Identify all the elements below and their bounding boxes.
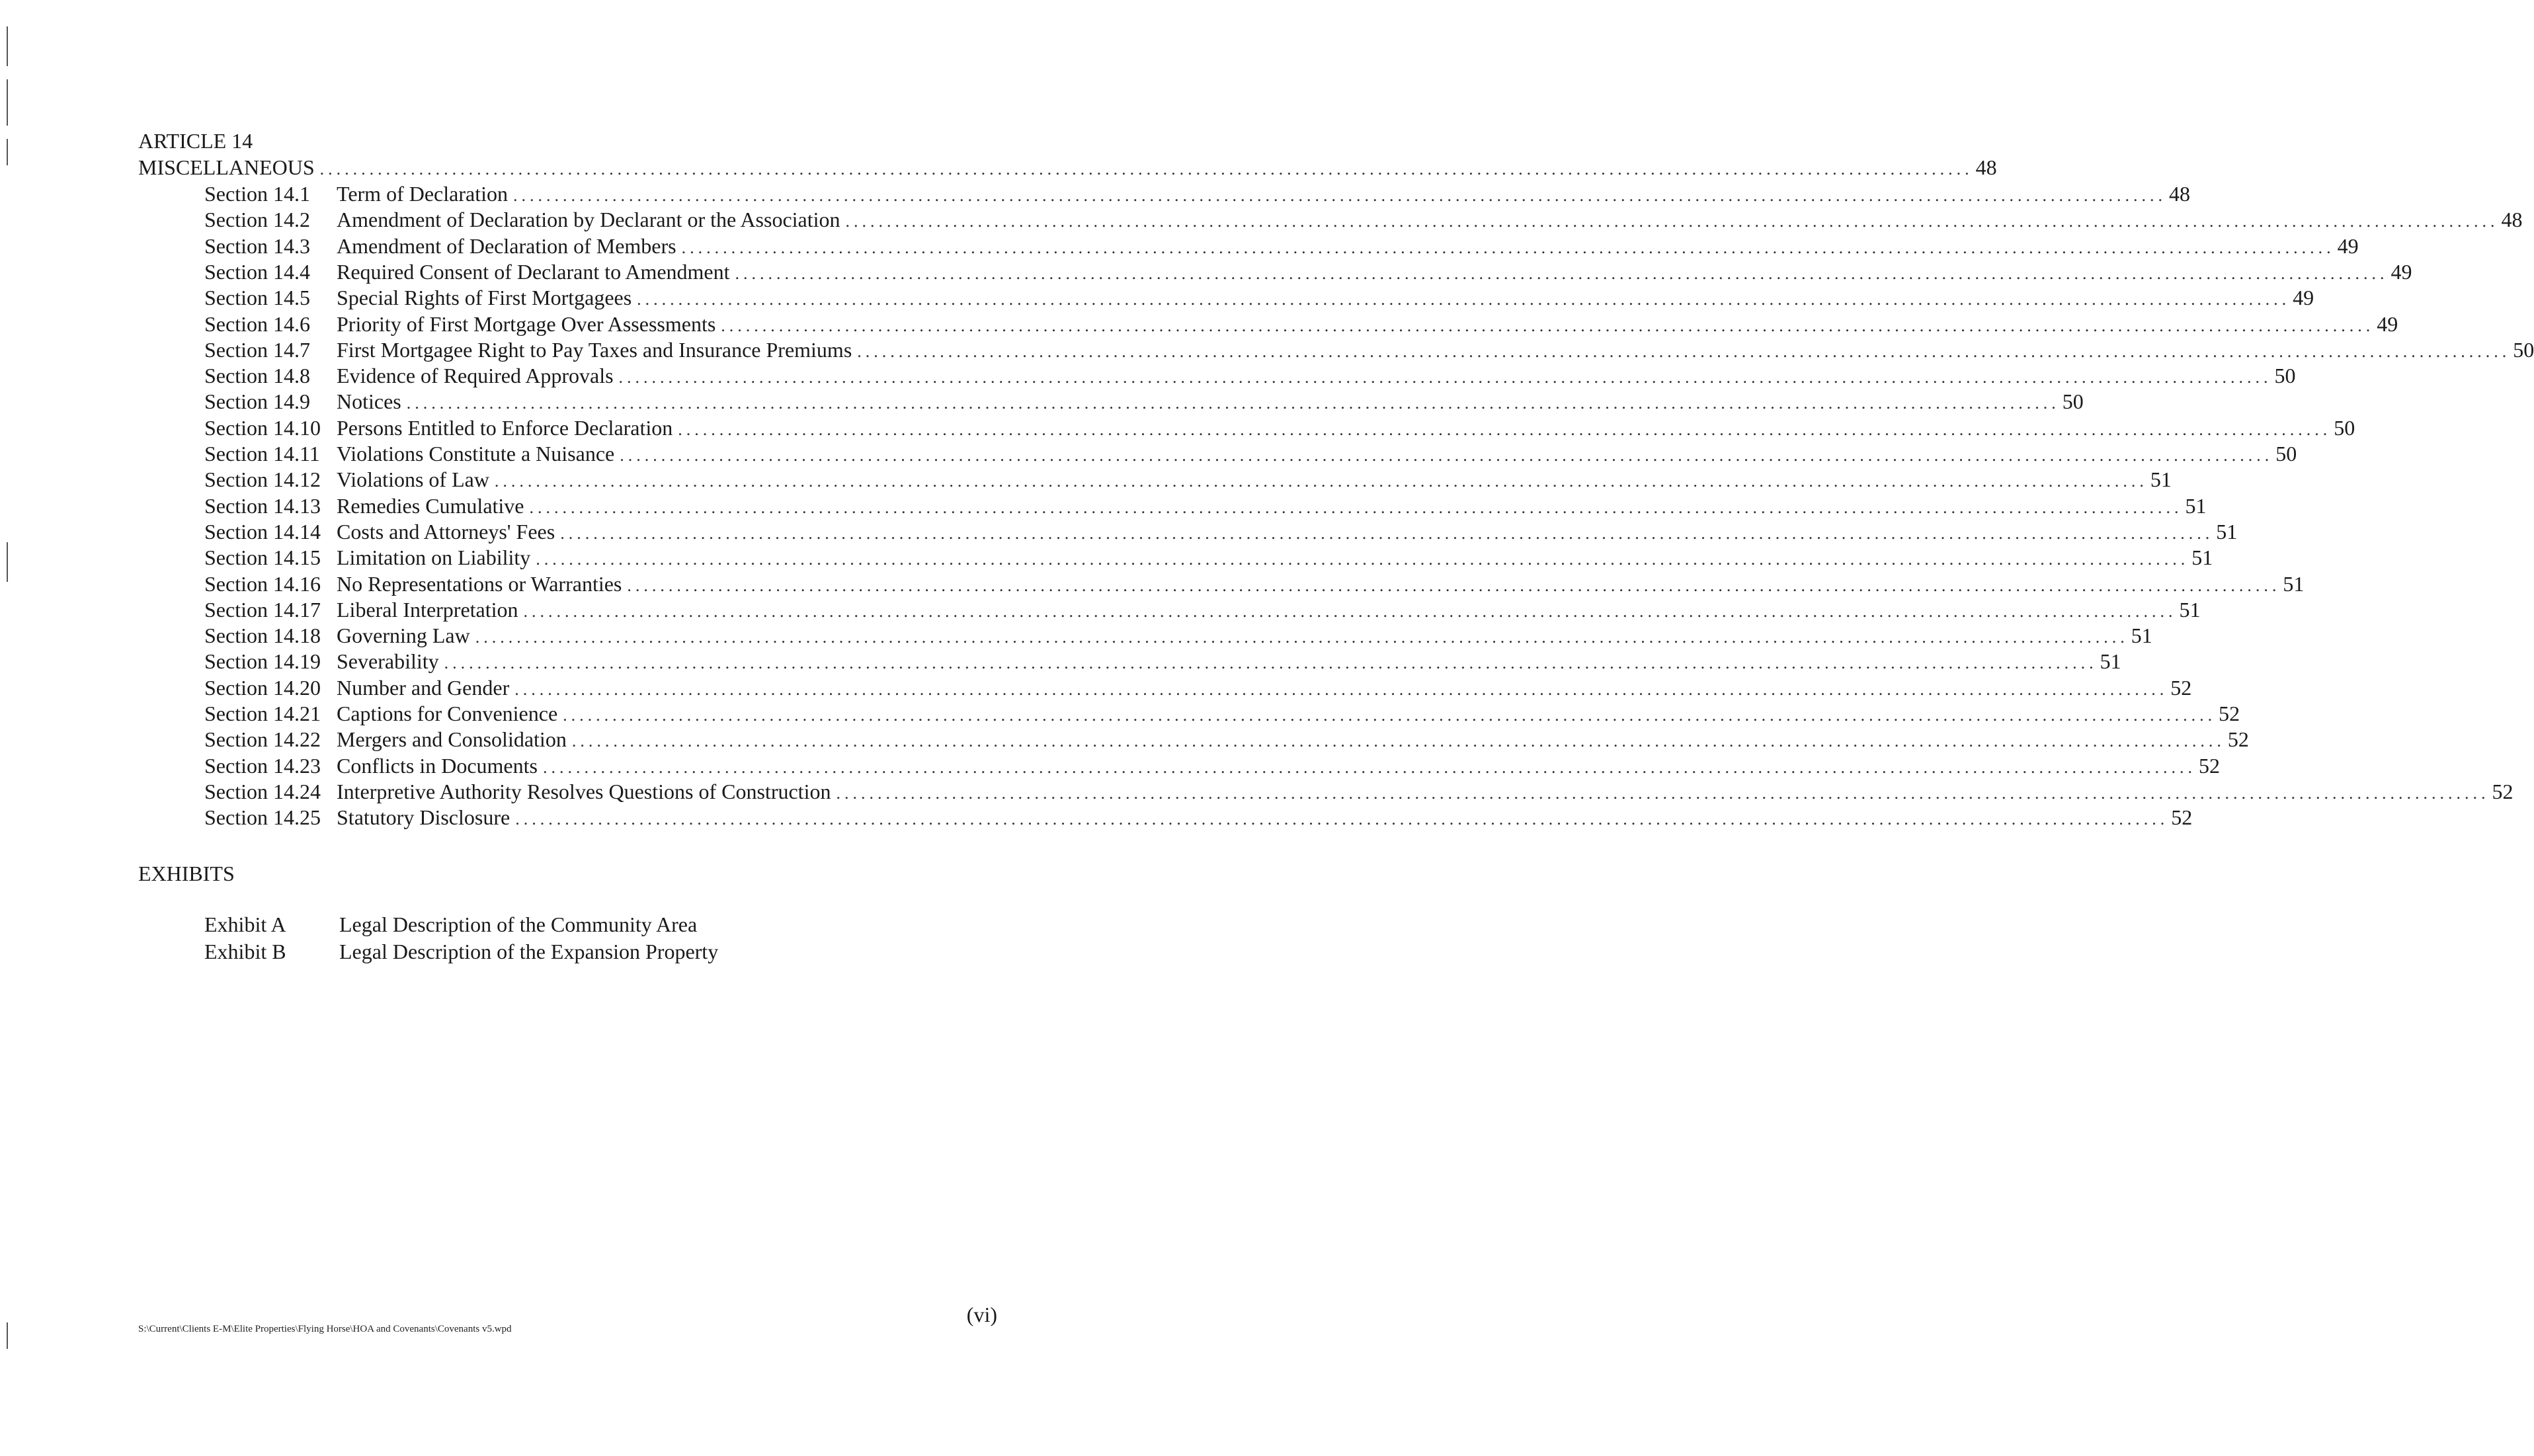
section-title: Notices: [337, 389, 401, 414]
toc-section-row: [204, 778, 2514, 807]
dot-leader: ........................................................................................................................................................................................................: [845, 212, 2499, 231]
exhibit-title: Legal Description of the Community Area: [339, 912, 698, 936]
dot-leader: ........................................................................................................................................................................................................: [515, 809, 2169, 829]
toc-section-row: [204, 259, 2412, 287]
dot-leader: ........................................................................................................................................................................................................: [857, 341, 2511, 361]
section-title: Interpretive Authority Resolves Questions of Construction: [337, 779, 831, 803]
section-number: Section 14.22: [204, 727, 321, 752]
toc-section-row: [204, 596, 2201, 625]
toc-section-row: [204, 804, 2193, 832]
section-number: Section 14.11: [204, 442, 320, 465]
section-title: Limitation on Liability: [337, 546, 531, 570]
dot-leader: ........................................................................................................................................................................................................: [721, 315, 2375, 335]
toc-section-row: [204, 648, 2121, 676]
section-title: Governing Law: [337, 624, 470, 648]
section-title: Statutory Disclosure: [337, 805, 511, 830]
section-title: First Mortgagee Right to Pay Taxes and Insurance Premiums: [337, 337, 852, 362]
dot-leader: ........................................................................................................................................................................................................: [681, 237, 2335, 257]
toc-section-row: [204, 544, 2213, 573]
exhibit-label: Exhibit B: [204, 940, 286, 963]
scan-artifact: [7, 1322, 8, 1349]
section-number: Section 14.25: [204, 805, 321, 830]
dot-leader: ........................................................................................................................................................................................................: [560, 523, 2214, 543]
toc-section-row: [204, 284, 2314, 313]
toc-section-row: [204, 206, 2523, 235]
section-page-number: 51: [2283, 571, 2305, 596]
dot-leader: ........................................................................................................................................................................................................: [571, 731, 2225, 751]
exhibits-heading: EXHIBITS: [138, 862, 235, 885]
section-number: Section 14.6: [204, 311, 310, 336]
section-page-number: 48: [2168, 182, 2190, 206]
toc-section-row: [204, 571, 2305, 599]
section-title: Special Rights of First Mortgagees: [337, 286, 632, 310]
section-page-number: 51: [2185, 493, 2207, 518]
article-page-number: 48: [1975, 155, 1997, 179]
section-page-number: 51: [2216, 519, 2238, 544]
section-number: Section 14.7: [204, 337, 310, 362]
dot-leader: ........................................................................................................................................................................................................: [406, 393, 2060, 413]
section-number: Section 14.16: [204, 571, 321, 596]
article-title: MISCELLANEOUS: [138, 155, 315, 179]
section-page-number: 48: [2501, 208, 2523, 232]
toc-section-row: [204, 311, 2398, 339]
section-title: No Representations or Warranties: [337, 571, 622, 596]
section-page-number: 50: [2274, 364, 2296, 388]
dot-leader: ........................................................................................................................................................................................................: [836, 783, 2490, 803]
dot-leader: ........................................................................................................................................................................................................: [523, 601, 2177, 621]
section-page-number: 52: [2170, 675, 2192, 700]
exhibit-label: Exhibit A: [204, 912, 286, 936]
section-number: Section 14.21: [204, 702, 321, 725]
section-title: Amendment of Declaration by Declarant or the Association: [337, 208, 840, 232]
section-number: Section 14.24: [204, 779, 321, 803]
dot-leader: ........................................................................................................................................................................................................: [514, 679, 2168, 699]
toc-section-row: [204, 440, 2297, 469]
dot-leader: ........................................................................................................................................................................................................: [475, 627, 2129, 647]
toc-section-row: [204, 388, 2084, 417]
section-number: Section 14.13: [204, 493, 321, 518]
article-label: ARTICLE 14: [138, 129, 253, 153]
dot-leader: ........................................................................................................................................................................................................: [735, 263, 2389, 283]
section-page-number: 49: [2293, 286, 2314, 310]
section-page-number: 52: [2198, 753, 2220, 778]
scan-artifact: [7, 26, 8, 66]
section-page-number: 52: [2171, 805, 2193, 830]
dot-leader: ........................................................................................................................................................................................................: [620, 446, 2273, 465]
section-title: Term of Declaration: [337, 182, 508, 206]
section-number: Section 14.3: [204, 233, 310, 258]
dot-leader: ........................................................................................................................................................................................................: [444, 653, 2098, 673]
toc-section-row: [204, 493, 2207, 521]
section-title: Amendment of Declaration of Members: [337, 233, 676, 258]
section-page-number: 50: [2275, 442, 2297, 465]
section-number: Section 14.12: [204, 467, 321, 492]
toc-section-row: [204, 233, 2359, 261]
page-number: (vi): [966, 1303, 997, 1326]
section-title: Costs and Attorneys' Fees: [337, 519, 555, 544]
toc-section-row: [204, 752, 2220, 781]
toc-section-row: [204, 181, 2190, 209]
section-page-number: 51: [2100, 649, 2121, 674]
dot-leader: ........................................................................................................................................................................................................: [637, 290, 2291, 309]
section-title: Remedies Cumulative: [337, 493, 524, 518]
section-title: Mergers and Consolidation: [337, 727, 567, 752]
toc-section-row: [204, 337, 2534, 365]
section-page-number: 52: [2227, 727, 2249, 752]
toc-section-row: [204, 674, 2192, 703]
section-title: Required Consent of Declarant to Amendment: [337, 259, 730, 284]
dot-leader: ........................................................................................................................................................................................................: [494, 471, 2148, 491]
section-number: Section 14.1: [204, 182, 310, 206]
dot-leader: ........................................................................................................................................................................................................: [542, 757, 2196, 777]
section-title: Severability: [337, 649, 439, 674]
article-title-row: [138, 154, 1997, 182]
section-number: Section 14.8: [204, 364, 310, 388]
section-page-number: 51: [2191, 546, 2213, 570]
section-title: Violations of Law: [337, 467, 489, 492]
footer-file-path: S:\Current\Clients E-M\Elite Properties\Flying Horse\HOA and Covenants\Covenants v5.wpd: [138, 1324, 512, 1334]
section-number: Section 14.23: [204, 753, 321, 778]
section-page-number: 49: [2337, 233, 2359, 258]
scan-artifact: [7, 139, 8, 165]
section-page-number: 52: [2219, 702, 2240, 725]
section-number: Section 14.18: [204, 624, 321, 648]
section-number: Section 14.19: [204, 649, 321, 674]
section-number: Section 14.17: [204, 597, 321, 622]
scan-artifact: [7, 79, 8, 126]
toc-section-row: [204, 466, 2172, 495]
section-number: Section 14.10: [204, 415, 321, 440]
section-page-number: 49: [2377, 311, 2398, 336]
dot-leader: ........................................................................................................................................................................................................: [678, 419, 2332, 439]
section-number: Section 14.15: [204, 546, 321, 570]
section-title: Conflicts in Documents: [337, 753, 538, 778]
section-page-number: 50: [2334, 415, 2355, 440]
toc-section-row: [204, 415, 2355, 443]
section-title: Persons Entitled to Enforce Declaration: [337, 415, 673, 440]
toc-section-row: [204, 622, 2152, 651]
exhibit-row: [204, 911, 697, 938]
section-title: Number and Gender: [337, 675, 510, 700]
toc-section-row: [204, 726, 2249, 754]
section-page-number: 51: [2131, 624, 2152, 648]
section-title: Captions for Convenience: [337, 702, 558, 725]
dot-leader: ........................................................................................................................................................................................................: [536, 549, 2189, 569]
dot-leader: ........................................................................................................................................................................................................: [618, 368, 2272, 387]
dot-leader: ........................................................................................................................................................................................................: [529, 497, 2183, 517]
section-number: Section 14.5: [204, 286, 310, 310]
section-page-number: 50: [2513, 337, 2534, 362]
dot-leader: ........................................................................................................................................................................................................: [319, 159, 1973, 179]
toc-section-row: [204, 362, 2296, 391]
section-number: Section 14.4: [204, 259, 310, 284]
toc-section-row: [204, 518, 2238, 547]
dot-leader: ........................................................................................................................................................................................................: [512, 186, 2166, 205]
section-title: Priority of First Mortgage Over Assessments: [337, 311, 716, 336]
section-page-number: 52: [2492, 779, 2514, 803]
section-page-number: 50: [2062, 389, 2084, 414]
section-number: Section 14.9: [204, 389, 310, 414]
section-number: Section 14.20: [204, 675, 321, 700]
section-number: Section 14.2: [204, 208, 310, 232]
scan-artifact: [7, 542, 8, 582]
section-title: Evidence of Required Approvals: [337, 364, 614, 388]
section-page-number: 51: [2150, 467, 2172, 492]
section-title: Liberal Interpretation: [337, 597, 518, 622]
section-page-number: 49: [2391, 259, 2412, 284]
exhibit-row: [204, 938, 718, 965]
toc-section-row: [204, 700, 2240, 729]
dot-leader: ........................................................................................................................................................................................................: [563, 706, 2217, 725]
section-page-number: 51: [2179, 597, 2201, 622]
section-number: Section 14.14: [204, 519, 321, 544]
exhibit-title: Legal Description of the Expansion Property: [339, 940, 719, 963]
dot-leader: ........................................................................................................................................................................................................: [627, 575, 2281, 595]
section-title: Violations Constitute a Nuisance: [337, 442, 615, 465]
